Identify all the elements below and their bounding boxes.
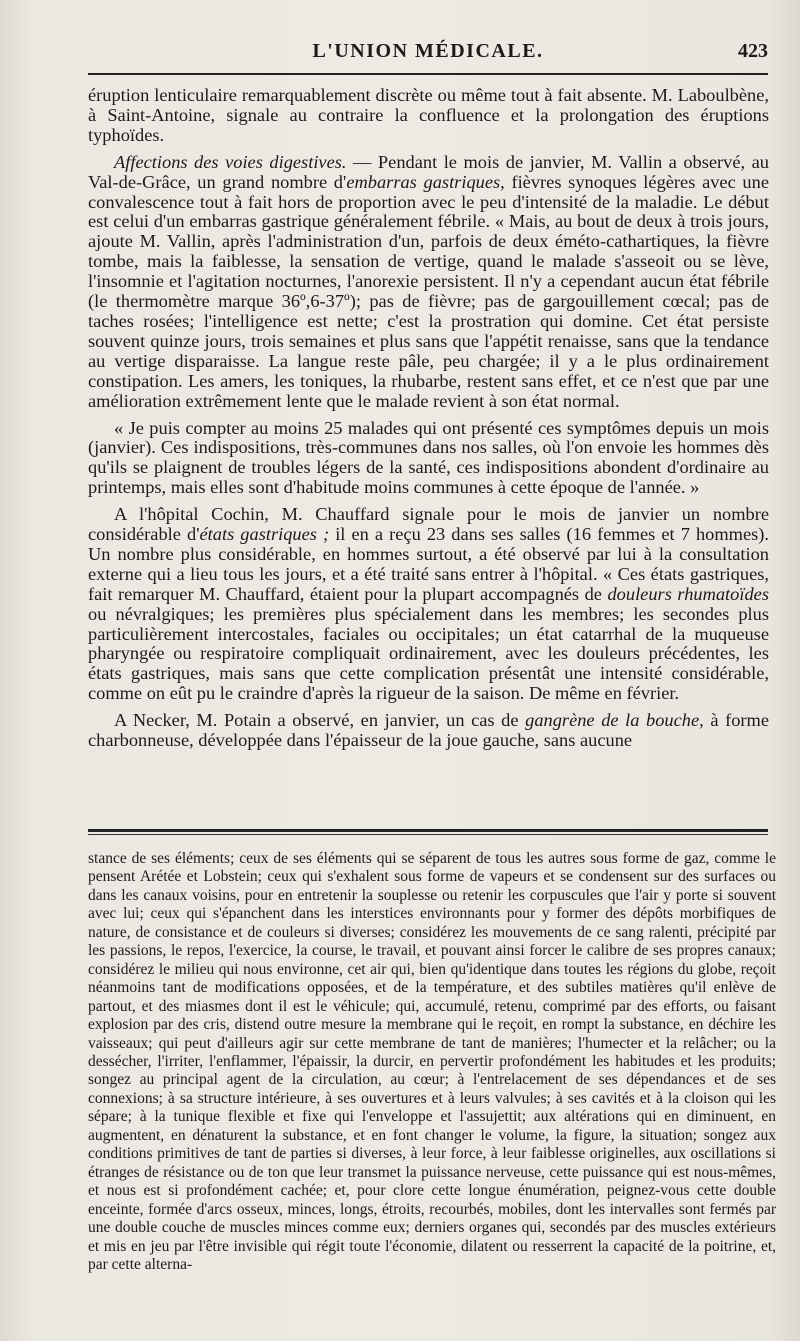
section-heading: Affections des voies digestives. [114,151,347,172]
header-rule [88,73,768,75]
emphasized-term: états gastriques ; [199,524,330,545]
page-header [88,40,768,72]
footnote [88,850,776,1274]
paragraph-text: — Pendant le mois de janvier, M. Vallin a observé, au Val-de-Grâce, un grand nombre d' [88,151,769,192]
paragraph-eruption [88,86,769,146]
paragraph-text: à forme charbonneuse, développée dans l'épaisseur de la joue gauche, sans aucune [88,710,770,751]
emphasized-term: douleurs rhumatoïdes [607,583,769,604]
paragraph-text: fièvres synoques légères avec une convalescence tout à fait hors de proportion avec le peu d'intensité de la maladie. Le début est celui d'un embarras gastrique généralement fébrile. « Mais, au bout de deux à trois jours, ajoute M. Vallin, après l'administration d'un, parfois de deux éméto-cathartiques, la fièvre tombe, mais la faiblesse, la sensation de vertige, quand le malade s'asseoit ou se lève, l'insomnie et l'agitation nocturnes, l'anorexie persistent. Il n'y a cependant aucun état fébrile (le thermomètre marque 36º,6-37º); pas de fièvre; pas de gargouillement cœcal; pas de taches rosées; l'intelligence est nette; c'est la prostration qui domine. Cet état persiste souvent quinze jours, trois semaines et plus sans que l'appétit renaisse, sans que la tendance au vertige disparaisse. La langue reste pâle, peu chargée; il y a le plus ordinairement constipation. Les amers, les toniques, la rhubarbe, restent sans effet, et ce n'est que par une amélioration extrêmement lente que le malade revient à son état normal. [88,171,769,411]
paragraph-text: A Necker, M. Potain a observé, en janvier, un cas de [114,710,526,731]
footnote-rule [88,829,768,832]
paragraph-affections-digestives [88,153,769,412]
paragraph-quote-malades [88,419,769,499]
paragraph-text: éruption lenticulaire remarquablement discrète ou même tout à fait absente. M. Laboulbène, à Saint-Antoine, signale au contraire la confluence et la prolongation des éruptions typhoïdes. [88,85,769,145]
paragraph-text: A l'hôpital Cochin, M. Chauffard signale pour le mois de janvier un nombre considérable d' [88,504,769,545]
emphasized-term: gangrène de la bouche, [525,710,704,731]
emphasized-term: embarras gastriques, [346,171,505,192]
footnote-rule-thin [88,834,768,835]
running-title: L'UNION MÉDICALE. [312,40,544,62]
footnote-text: stance de ses éléments; ceux de ses éléments qui se séparent de tous les autres sous forme de gaz, comme le pensent Arétée et Lobstein; ceux qui s'exhalent sous forme de vapeurs et se condensent sur des surfaces ou dans les canaux voisins, pour en entretenir la souplesse ou retenir les corpuscules que l'air y porte si souvent avec lui; ceux qui s'épanchent dans les interstices environnants pour y former des dépôts morbifiques de nature, de consistance et de couleurs si diverses; considérez les mouvements de ce sang ralenti, précipité par les passions, le repos, l'exercice, la course, le travail, et pouvant ainsi forcer le calibre de ses propres canaux; considérez le milieu qui nous environne, cet air qui, bien qu'identique dans toutes les régions du globe, reçoit néanmoins tant de modifications opposées, et de la température, et des subtiles matières qu'il enlève de partout, et des miasmes dont il est le véhicule; qui, accumulé, retenu, comprimé par des efforts, ou faisant explosion par des cris, distend outre mesure la membrane qui le reçoit, en rompt la substance, en déchire les vaisseaux; qui peut d'ailleurs agir sur cette membrane de tant de manières; l'humecter et la relâcher; ou la dessécher, l'irriter, l'enflammer, l'épaissir, la durcir, en pervertir profondément les habitudes et les produits; songez au principal agent de la circulation, au cœur; à l'entrelacement de ses dépendances et de ses connexions; à sa structure intérieure, à ses ouvertures et à leurs valvules; à ses cavités et à la cloison qui les sépare; à la tunique flexible et fixe qui l'enveloppe et l'assujettit; aux altérations qui en diminuent, en augmentent, en dénaturent la substance, et en font changer le volume, la figure, la situation; songez aux conditions primitives de tant de parties si diverses, à leur force, à leur faiblesse originelles, aux oscillations si étranges de résistance ou de ton que leur transmet la puissance nerveuse, cette puissance qui est nous-mêmes, et nous est si profondément cachée; et, pour clore cette longue énumération, peignez-vous cette double enceinte, formée d'arcs osseux, minces, longs, étroits, recourbés, mobiles, dont les intervalles sont fermés par une double couche de muscles minces comme eux; derniers organes qui, secondés par des muscles extérieurs et mis en jeu par l'être invisible qui régit toute l'économie, dilatent ou resserrent la capacité de la poitrine, et, par cette alterna- [88,850,776,1273]
paragraph-hopital-cochin [88,505,769,704]
paragraph-text: ou névralgiques; les premières plus spécialement dans les membres; les secondes plus particulièrement intercostales, faciales ou occipitales; un état catarrhal de la muqueuse pharyngée ou respiratoire compliquait ordinairement, avec les douleurs précédentes, les états gastriques, mais sans que cette complication présentât une intensité considérable, comme on eût pu le craindre d'après la rigueur de la saison. De même en février. [88,603,769,704]
paragraph-text: « Je puis compter au moins 25 malades qui ont présenté ces symptômes depuis un mois (janvier). Ces indispositions, très-communes dans nos salles, où l'on envoie les hommes dès qu'ils se plaignent de troubles légers de la santé, ces indispositions abondent d'ordinaire au printemps, mais elles sont d'habitude moins communes à cette époque de l'année. » [88,417,769,498]
paragraph-text: il en a reçu 23 dans ses salles (16 femmes et 7 hommes). Un nombre plus considérable, en hommes surtout, a été observé par lui à la consultation externe qui a lieu tous les jours, et a été traité sans entrer à l'hôpital. « Ces états gastriques, fait remarquer M. Chauffard, étaient pour la plupart accompagnés de [88,524,770,604]
page-number: 423 [738,40,768,62]
main-text [88,86,769,751]
paragraph-necker [88,711,769,751]
